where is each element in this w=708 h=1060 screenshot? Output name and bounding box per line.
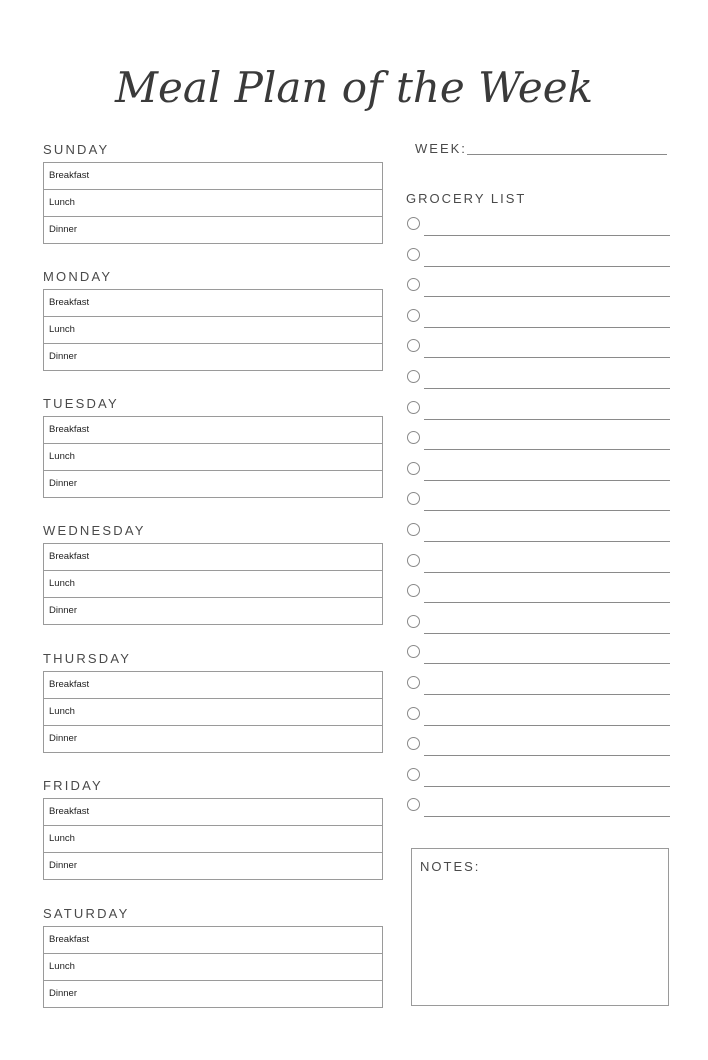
meal-row-lunch[interactable]: Lunch [44, 570, 382, 597]
grocery-item [406, 581, 670, 612]
grocery-item-line[interactable] [424, 480, 670, 481]
grocery-item [406, 245, 670, 276]
day-heading: SATURDAY [43, 906, 130, 921]
week-label: WEEK: [415, 141, 467, 156]
grocery-item [406, 551, 670, 582]
meal-row-breakfast[interactable]: Breakfast [49, 679, 90, 690]
meal-row-lunch[interactable]: Lunch [44, 698, 382, 725]
grocery-item [406, 765, 670, 796]
grocery-item-line[interactable] [424, 725, 670, 726]
notes-label: NOTES: [420, 859, 481, 874]
day-section-friday [43, 777, 383, 880]
grocery-item-line[interactable] [424, 816, 670, 817]
grocery-item [406, 275, 670, 306]
grocery-item [406, 795, 670, 826]
grocery-item [406, 612, 670, 643]
meal-table [43, 162, 383, 244]
meal-table [43, 416, 383, 498]
day-heading: THURSDAY [43, 651, 132, 666]
meal-row-dinner[interactable]: Dinner [44, 216, 382, 243]
day-section-saturday [43, 905, 383, 1008]
grocery-item-line[interactable] [424, 694, 670, 695]
week-field [415, 141, 667, 157]
day-section-wednesday [43, 522, 383, 625]
meal-table [43, 671, 383, 753]
meal-row-lunch[interactable]: Lunch [44, 443, 382, 470]
meal-row-breakfast[interactable]: Breakfast [49, 934, 90, 945]
meal-table [43, 798, 383, 880]
checkbox-circle-icon[interactable] [407, 615, 420, 628]
grocery-item-line[interactable] [424, 633, 670, 634]
meal-table [43, 543, 383, 625]
day-section-sunday [43, 141, 383, 244]
grocery-item-line[interactable] [424, 541, 670, 542]
grocery-item [406, 489, 670, 520]
page-title: Meal Plan of the Week [114, 63, 594, 112]
day-section-tuesday [43, 395, 383, 498]
checkbox-circle-icon[interactable] [407, 370, 420, 383]
checkbox-circle-icon[interactable] [407, 462, 420, 475]
grocery-item-line[interactable] [424, 296, 670, 297]
checkbox-circle-icon[interactable] [407, 248, 420, 261]
grocery-item-line[interactable] [424, 602, 670, 603]
checkbox-circle-icon[interactable] [407, 645, 420, 658]
grocery-item [406, 734, 670, 765]
checkbox-circle-icon[interactable] [407, 401, 420, 414]
day-heading: WEDNESDAY [43, 523, 146, 538]
checkbox-circle-icon[interactable] [407, 737, 420, 750]
checkbox-circle-icon[interactable] [407, 523, 420, 536]
grocery-item [406, 673, 670, 704]
checkbox-circle-icon[interactable] [407, 431, 420, 444]
meal-row-dinner[interactable]: Dinner [44, 980, 382, 1007]
meal-row-dinner[interactable]: Dinner [44, 343, 382, 370]
page-title-script [114, 52, 594, 132]
week-input-line[interactable] [467, 154, 667, 155]
checkbox-circle-icon[interactable] [407, 707, 420, 720]
grocery-item [406, 704, 670, 735]
grocery-item-line[interactable] [424, 786, 670, 787]
checkbox-circle-icon[interactable] [407, 339, 420, 352]
meal-row-lunch[interactable]: Lunch [44, 953, 382, 980]
grocery-item-line[interactable] [424, 449, 670, 450]
grocery-item-line[interactable] [424, 388, 670, 389]
day-heading: FRIDAY [43, 778, 103, 793]
grocery-item [406, 642, 670, 673]
grocery-item-line[interactable] [424, 357, 670, 358]
grocery-item-line[interactable] [424, 327, 670, 328]
checkbox-circle-icon[interactable] [407, 217, 420, 230]
meal-row-breakfast[interactable]: Breakfast [49, 551, 90, 562]
grocery-item [406, 520, 670, 551]
meal-row-lunch[interactable]: Lunch [44, 189, 382, 216]
grocery-item-line[interactable] [424, 663, 670, 664]
checkbox-circle-icon[interactable] [407, 492, 420, 505]
checkbox-circle-icon[interactable] [407, 768, 420, 781]
meal-row-breakfast[interactable]: Breakfast [49, 170, 90, 181]
grocery-item [406, 459, 670, 490]
meal-row-breakfast[interactable]: Breakfast [49, 424, 90, 435]
meal-row-dinner[interactable]: Dinner [44, 597, 382, 624]
grocery-item-line[interactable] [424, 266, 670, 267]
meal-row-dinner[interactable]: Dinner [44, 852, 382, 879]
checkbox-circle-icon[interactable] [407, 676, 420, 689]
grocery-item [406, 428, 670, 459]
meal-row-breakfast[interactable]: Breakfast [49, 297, 90, 308]
day-section-monday [43, 268, 383, 371]
meal-row-dinner[interactable]: Dinner [44, 470, 382, 497]
checkbox-circle-icon[interactable] [407, 584, 420, 597]
checkbox-circle-icon[interactable] [407, 554, 420, 567]
grocery-item-line[interactable] [424, 755, 670, 756]
grocery-item [406, 336, 670, 367]
checkbox-circle-icon[interactable] [407, 309, 420, 322]
day-heading: MONDAY [43, 269, 113, 284]
day-heading: TUESDAY [43, 396, 119, 411]
grocery-list [406, 214, 670, 826]
meal-row-breakfast[interactable]: Breakfast [49, 806, 90, 817]
page-title-area [0, 52, 708, 132]
checkbox-circle-icon[interactable] [407, 798, 420, 811]
day-heading: SUNDAY [43, 142, 110, 157]
meal-row-lunch[interactable]: Lunch [44, 316, 382, 343]
meal-row-lunch[interactable]: Lunch [44, 825, 382, 852]
grocery-item-line[interactable] [424, 510, 670, 511]
meal-table [43, 289, 383, 371]
grocery-item-line[interactable] [424, 419, 670, 420]
grocery-item [406, 367, 670, 398]
grocery-list-title: GROCERY LIST [406, 191, 527, 206]
day-section-thursday [43, 650, 383, 753]
grocery-item-line[interactable] [424, 572, 670, 573]
notes-box[interactable] [411, 848, 669, 1006]
meal-row-dinner[interactable]: Dinner [44, 725, 382, 752]
grocery-item [406, 398, 670, 429]
meal-table [43, 926, 383, 1008]
grocery-item [406, 306, 670, 337]
checkbox-circle-icon[interactable] [407, 278, 420, 291]
grocery-item [406, 214, 670, 245]
grocery-item-line[interactable] [424, 235, 670, 236]
